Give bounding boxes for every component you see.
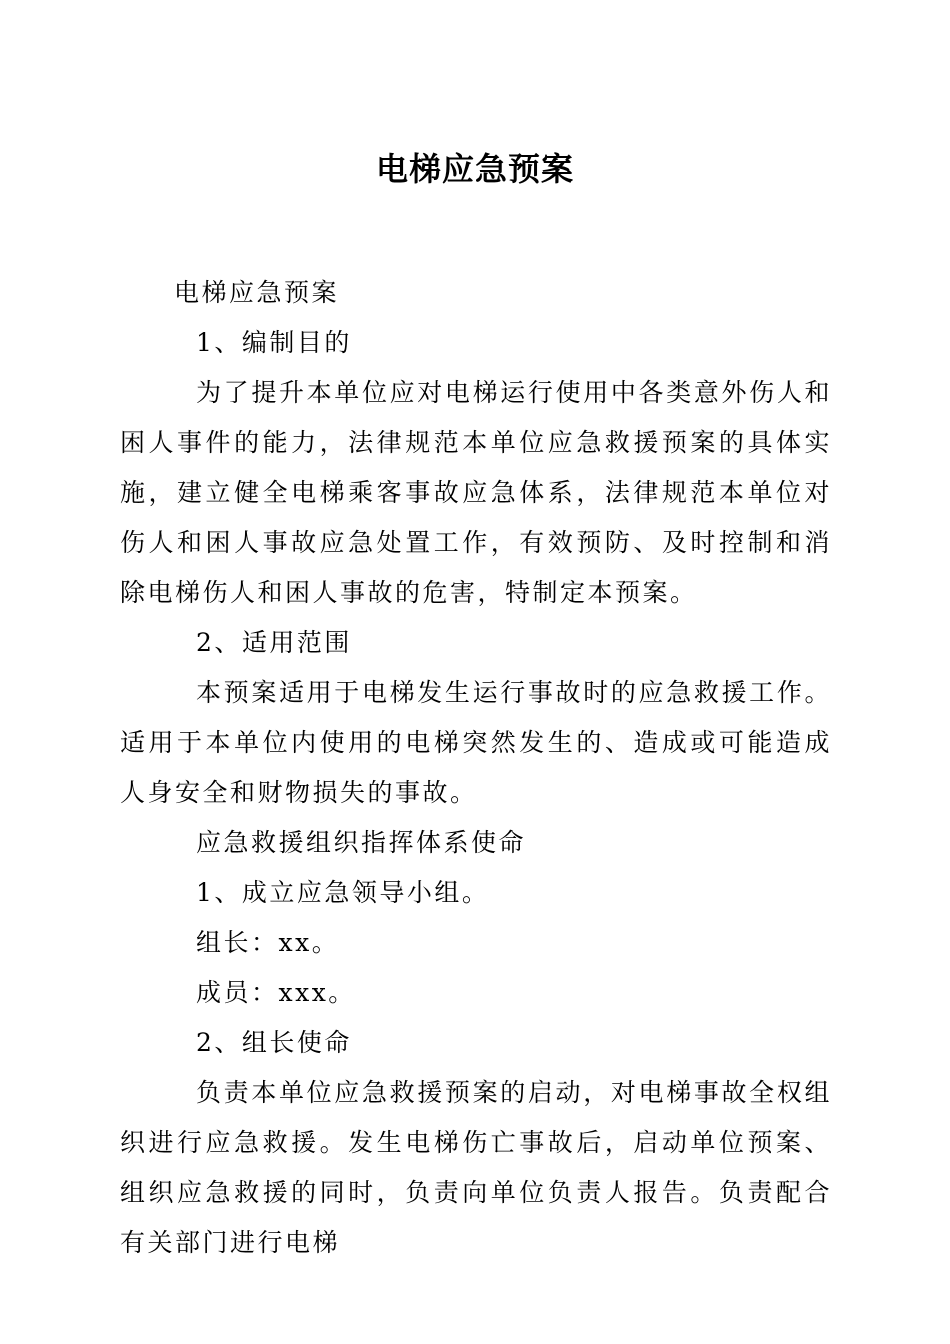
paragraph-scope: 本预案适用于电梯发生运行事故时的应急救援工作。适用于本单位内使用的电梯突然发生的、造成或可能造成人身安全和财物损失的事故。: [120, 678, 832, 807]
item-leadership-group: 1、成立应急领导小组。: [196, 878, 490, 907]
section-heading-leader-duty: 2、组长使命: [196, 1028, 352, 1057]
item-members: 成员：xxx。: [196, 978, 356, 1007]
section-heading-organization: 应急救援组织指挥体系使命: [196, 828, 527, 857]
document-title: 电梯应急预案: [375, 150, 574, 188]
paragraph-purpose: 为了提升本单位应对电梯运行使用中各类意外伤人和困人事件的能力，法律规范本单位应急救援预案的具体实施，建立健全电梯乘客事故应急体系，法律规范本单位对伤人和困人事故应急处置工作，有效预防、及时控制和消除电梯伤人和困人事故的危害，特制定本预案。: [120, 378, 832, 607]
document-body: [120, 268, 832, 1268]
section-heading-scope: 2、适用范围: [196, 628, 352, 657]
paragraph-heading: 电梯应急预案: [174, 278, 340, 307]
item-group-leader: 组长：xx。: [196, 928, 340, 957]
paragraph-leader-duty: 负责本单位应急救援预案的启动，对电梯事故全权组织进行应急救援。发生电梯伤亡事故后，启动单位预案、组织应急救援的同时，负责向单位负责人报告。负责配合有关部门进行电梯: [120, 1078, 832, 1257]
section-heading-purpose: 1、编制目的: [196, 328, 352, 357]
